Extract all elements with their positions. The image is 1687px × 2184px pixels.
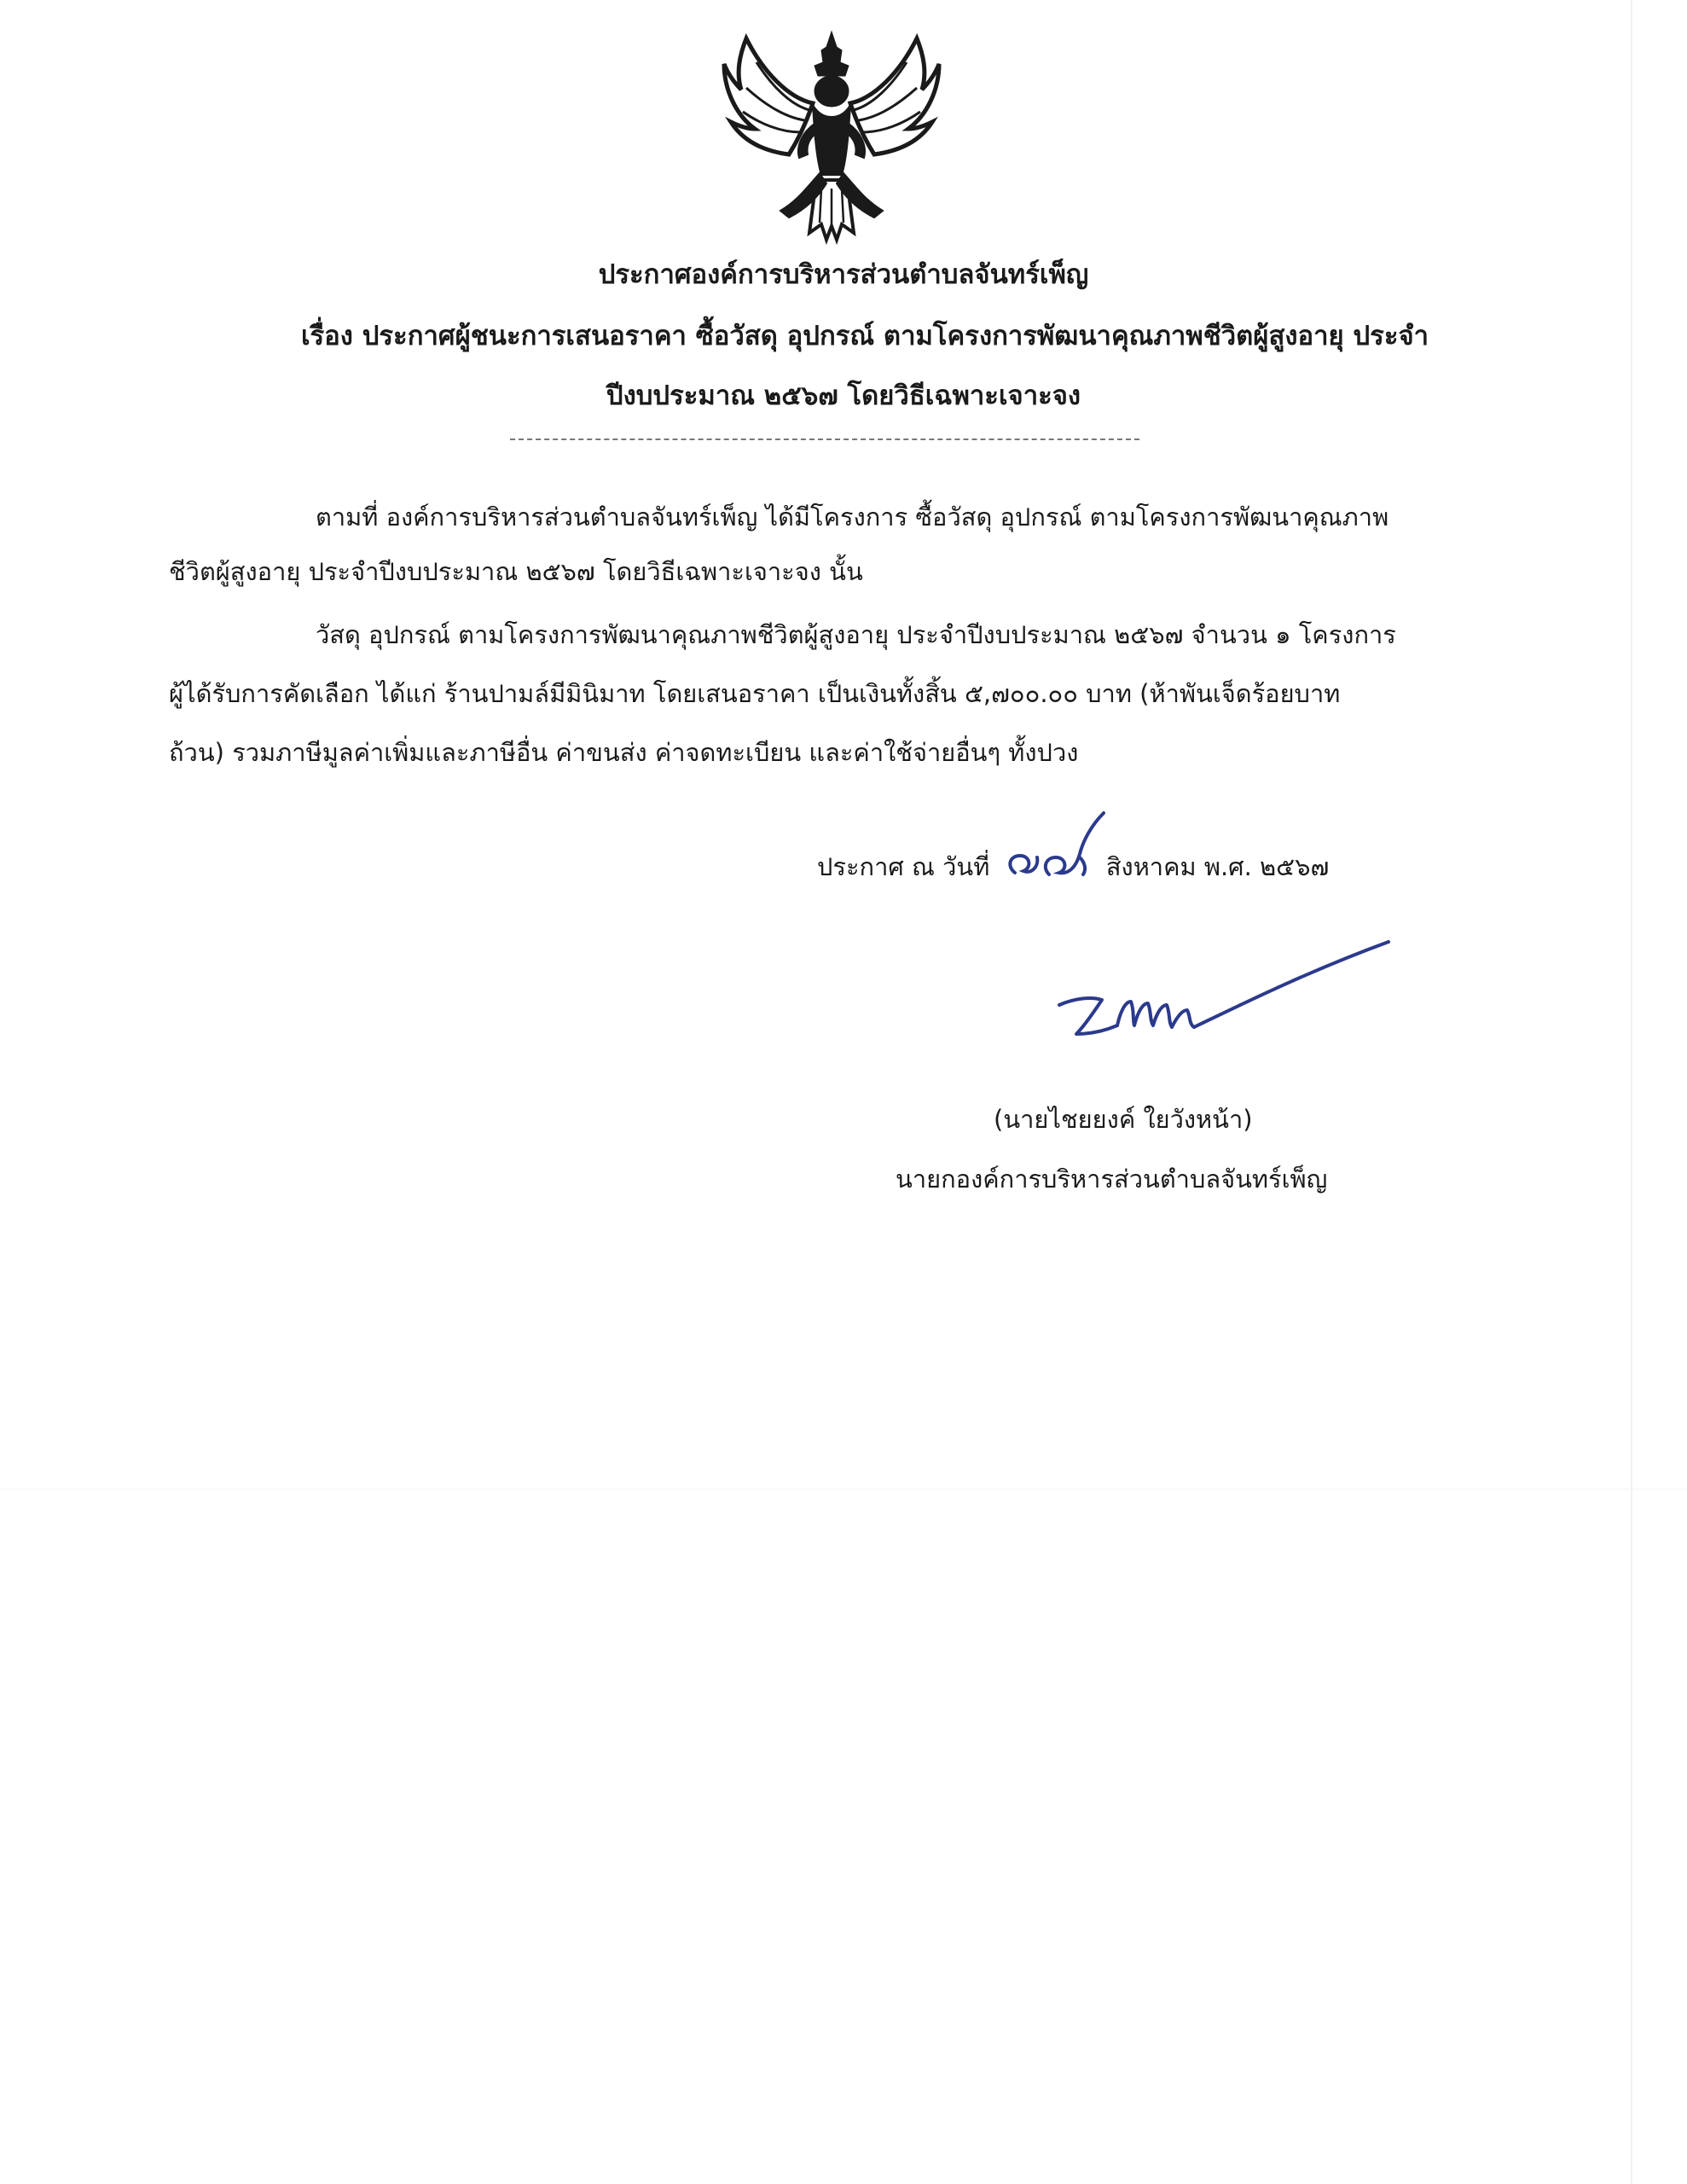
paragraph-2-line-1: วัสดุ อุปกรณ์ ตามโครงการพัฒนาคุณภาพชีวิตผู้สูงอายุ ประจำปีงบประมาณ ๒๕๖๗ จำนวน ๑ โครงการ — [316, 620, 1396, 649]
signature-icon — [1058, 938, 1390, 1058]
fold-line — [0, 1489, 1687, 1490]
paragraph-2-line-3: ถ้วน) รวมภาษีมูลค่าเพิ่มและภาษีอื่น ค่าขนส่ง ค่าจดทะเบียน และค่าใช้จ่ายอื่นๆ ทั้งปวง — [169, 738, 1079, 767]
signer-name: (นายไชยยงค์ ใยวังหน้า) — [994, 1105, 1253, 1134]
date-suffix: สิงหาคม พ.ศ. ๒๕๖๗ — [1105, 852, 1330, 881]
announcement-title: ประกาศองค์การบริหารส่วนตำบลจันทร์เพ็ญ — [598, 259, 1089, 290]
handwritten-day-icon — [998, 806, 1117, 892]
announcement-subject: เรื่อง ประกาศผู้ชนะการเสนอราคา ซื้อวัสดุ อุปกรณ์ ตามโครงการพัฒนาคุณภาพชีวิตผู้สูงอายุ ประจำ — [300, 321, 1429, 351]
paragraph-1-line-1: ตามที่ องค์การบริหารส่วนตำบลจันทร์เพ็ญ ได้มีโครงการ ซื้อวัสดุ อุปกรณ์ ตามโครงการพัฒนาคุณภาพ — [316, 502, 1389, 531]
garuda-emblem-icon — [721, 21, 942, 247]
date-prefix: ประกาศ ณ วันที่ — [817, 852, 990, 881]
heading-divider — [510, 439, 1139, 440]
announcement-subject-cont: ปีงบประมาณ ๒๕๖๗ โดยวิธีเฉพาะเจาะจง — [606, 380, 1081, 411]
paragraph-1-line-2: ชีวิตผู้สูงอายุ ประจำปีงบประมาณ ๒๕๖๗ โดยวิธีเฉพาะเจาะจง นั้น — [169, 557, 863, 586]
paragraph-2-line-2: ผู้ได้รับการคัดเลือก ได้แก่ ร้านปามล์มีมินิมาท โดยเสนอราคา เป็นเงินทั้งสิ้น ๕,๗๐๐.๐๐ บาท (ห้าพันเจ็ดร้อยบาท — [169, 679, 1341, 708]
signer-title: นายกองค์การบริหารส่วนตำบลจันทร์เพ็ญ — [896, 1165, 1328, 1194]
